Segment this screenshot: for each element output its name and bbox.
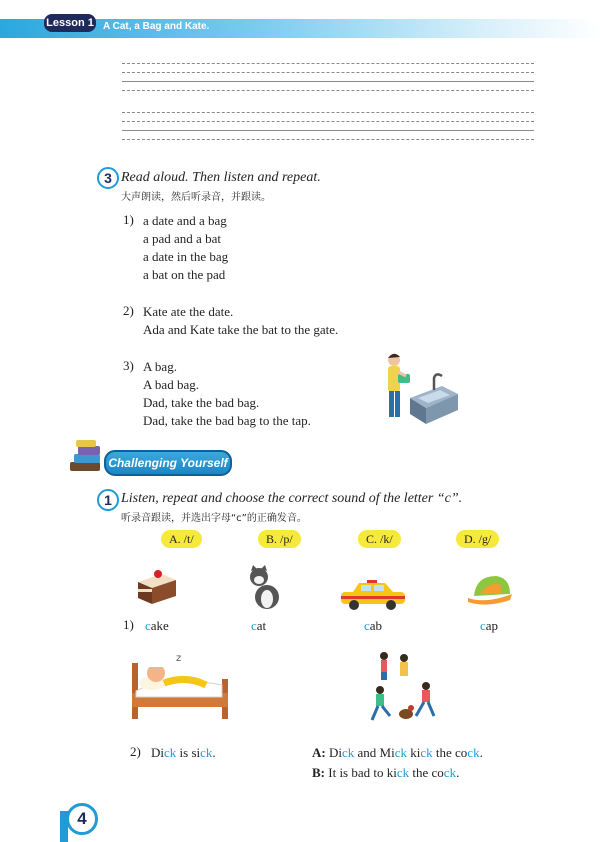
cap-image [466, 572, 516, 608]
cat-image [247, 565, 283, 611]
text-part: ki [406, 745, 421, 760]
item-number: 1) [123, 617, 134, 632]
writing-line [122, 139, 534, 140]
option-c[interactable]: C. /k/ [358, 530, 401, 548]
cab-image [339, 580, 407, 610]
phrase-line: a date in the bag [143, 249, 229, 264]
challenging-yourself-banner: Challenging Yourself [104, 450, 232, 476]
option-a[interactable]: A. /t/ [161, 530, 202, 548]
writing-line [122, 90, 534, 91]
word-rest: at [256, 618, 267, 633]
phrase-line: Dad, take the bad bag to the tap. [143, 413, 311, 428]
ck-highlight: ck [164, 745, 177, 760]
text-part: . [212, 745, 216, 760]
phrase-line: a date and a bag [143, 213, 227, 228]
dad-tap-illustration [380, 350, 460, 428]
speaker-label: B: [312, 765, 325, 780]
item-number: 3) [123, 358, 134, 373]
ck-highlight: ck [420, 745, 433, 760]
letter-c: c [251, 618, 257, 633]
kids-kick-cock-image [360, 650, 450, 730]
writing-line [122, 112, 534, 113]
sentence-dick-sick [151, 743, 216, 762]
text-part: It is bad to ki [325, 765, 397, 780]
ck-highlight: ck [396, 765, 410, 780]
writing-line [122, 81, 534, 82]
ck-highlight: ck [341, 745, 355, 760]
section-3-instruction-cn: 大声朗读，然后听录音，并跟读。 [121, 192, 271, 203]
word-rest: ake [150, 618, 169, 633]
word-rest: ab [369, 618, 383, 633]
speaker-label: A: [312, 745, 326, 760]
writing-line [122, 121, 534, 122]
text-part: and Mi [354, 745, 395, 760]
letter-c: c [480, 618, 486, 633]
ck-highlight: ck [200, 745, 213, 760]
text-part: the co [409, 765, 444, 780]
item-number: 1) [123, 212, 134, 227]
word-cap [480, 616, 498, 635]
text-part: Di [151, 745, 164, 760]
item-number: 2) [130, 744, 141, 759]
text-part: . [456, 765, 460, 780]
challenge-1-number: 1 [97, 489, 119, 511]
writing-line [122, 63, 534, 64]
phrase-line: Ada and Kate take the bat to the gate. [143, 322, 339, 337]
letter-c: c [364, 618, 370, 633]
phrase-line: Kate ate the date. [143, 304, 234, 319]
phrase-line: A bag. [143, 359, 177, 374]
dialog-line-a [312, 743, 483, 762]
section-3-instruction: Read aloud. Then listen and repeat. [121, 170, 321, 185]
lesson-title: A Cat, a Bag and Kate. [103, 21, 210, 32]
word-rest: ap [485, 618, 499, 633]
section-3-number: 3 [97, 167, 119, 189]
ck-highlight: ck [467, 745, 480, 760]
item-number: 2) [123, 303, 134, 318]
text-part: the co [432, 745, 468, 760]
svg-text:z: z [176, 653, 182, 664]
challenge-instruction-cn: 听录音跟读，并选出字母“c”的正确发音。 [121, 513, 307, 524]
writing-line [122, 72, 534, 73]
ck-highlight: ck [443, 765, 457, 780]
word-cab [364, 616, 382, 635]
dialog-line-b [312, 763, 459, 782]
sick-boy-image [126, 645, 234, 723]
phrase-line: a bat on the pad [143, 267, 226, 282]
cake-image [134, 562, 180, 608]
text-part: is si [176, 745, 201, 760]
books-icon [66, 438, 106, 476]
option-d[interactable]: D. /g/ [456, 530, 499, 548]
challenge-instruction: Listen, repeat and choose the correct sound of the letter “c”. [121, 491, 463, 506]
ck-highlight: ck [394, 745, 407, 760]
option-b[interactable]: B. /p/ [258, 530, 301, 548]
phrase-line: Dad, take the bad bag. [143, 395, 260, 410]
writing-line [122, 130, 534, 131]
letter-c: c [145, 618, 151, 633]
lesson-tab: Lesson 1 [44, 14, 96, 32]
phrase-line: A bad bag. [143, 377, 199, 392]
phrase-line: a pad and a bat [143, 231, 221, 246]
text-part: . [479, 745, 483, 760]
word-cat [251, 616, 266, 635]
text-part: Di [325, 745, 342, 760]
word-cake [145, 616, 169, 635]
page-number: 4 [66, 803, 98, 835]
